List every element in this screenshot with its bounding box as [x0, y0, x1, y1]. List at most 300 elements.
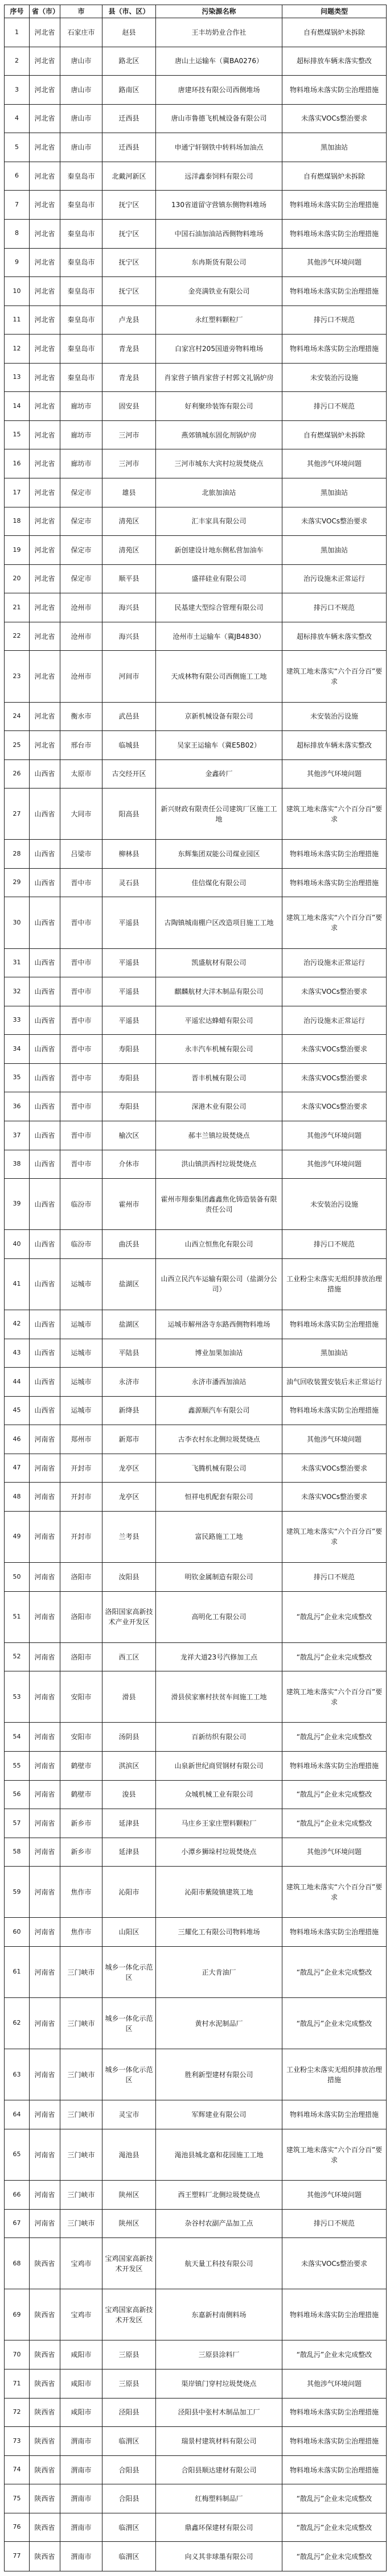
cell-county: 曲沃县	[102, 1230, 156, 1259]
cell-county: 平遥县	[102, 1006, 156, 1035]
cell-city: 临汾市	[60, 1179, 102, 1230]
cell-source: 古陶镇城南棚户区改造项目施工工地	[156, 897, 282, 948]
cell-city: 开封市	[60, 1511, 102, 1562]
cell-source: 渠岸镇门穿村垃圾焚烧点	[156, 2369, 282, 2399]
cell-province: 山西省	[30, 1368, 60, 1397]
cell-no: 70	[5, 2340, 30, 2369]
table-row	[5, 897, 387, 948]
cell-problem: 未落实VOCs整治要求	[282, 507, 387, 536]
cell-problem: 建筑工地未落实“六个百分百”要求	[282, 2129, 387, 2180]
cell-county: 抚宁区	[102, 219, 156, 248]
cell-no: 1	[5, 18, 30, 47]
cell-city: 三门峡市	[60, 2049, 102, 2100]
cell-no: 67	[5, 2209, 30, 2238]
cell-city: 三门峡市	[60, 2100, 102, 2129]
cell-city: 吕梁市	[60, 840, 102, 869]
cell-province: 河南省	[30, 1752, 60, 1781]
cell-source: 金亮满铁业有限公司	[156, 277, 282, 306]
cell-problem: 物料堆场未落实防尘治理措施	[282, 277, 387, 306]
table-row	[5, 219, 387, 248]
cell-problem: 工业粉尘未落实无组织排放治理措施	[282, 2049, 387, 2100]
cell-no: 51	[5, 1591, 30, 1642]
cell-province: 河北省	[30, 420, 60, 449]
cell-county: 清苑区	[102, 507, 156, 536]
cell-county: 城乡一体化示范区	[102, 1946, 156, 1997]
cell-city: 安阳市	[60, 1671, 102, 1723]
cell-source: 飞腾机械有限公司	[156, 1454, 282, 1483]
cell-city: 运城市	[60, 1368, 102, 1397]
table-row	[5, 248, 387, 277]
cell-problem: 建筑工地未落实“六个百分百”要求	[282, 1867, 387, 1918]
cell-problem: 自有燃煤锅炉未拆除	[282, 420, 387, 449]
cell-no: 30	[5, 897, 30, 948]
cell-source: 鼎鑫环保建材有限公司	[156, 2513, 282, 2542]
cell-city: 沧州市	[60, 593, 102, 622]
cell-no: 71	[5, 2369, 30, 2399]
cell-county: 平遥县	[102, 948, 156, 977]
header-row	[5, 5, 387, 18]
cell-source: 山泉新世纪商贸钢材有限公司	[156, 1752, 282, 1781]
cell-no: 77	[5, 2542, 30, 2571]
cell-problem: 未安装治污设施	[282, 702, 387, 731]
cell-source: 东嘉新村南侧料场	[156, 2289, 282, 2340]
cell-city: 宝鸡市	[60, 2289, 102, 2340]
cell-county: 阳高县	[102, 789, 156, 840]
cell-province: 河北省	[30, 104, 60, 133]
cell-province: 河北省	[30, 392, 60, 421]
cell-problem: 治污设施未正常运行	[282, 1006, 387, 1035]
cell-city: 鹤壁市	[60, 1752, 102, 1781]
cell-no: 75	[5, 2484, 30, 2513]
cell-no: 53	[5, 1671, 30, 1723]
cell-problem: 物料堆场未落实防尘治理措施	[282, 219, 387, 248]
cell-source: 平遥宏达蜂蜡有限公司	[156, 1006, 282, 1035]
cell-county: 合阳县	[102, 2484, 156, 2513]
cell-city: 运城市	[60, 1396, 102, 1425]
cell-source: 深港木业有限公司	[156, 1092, 282, 1121]
cell-source: 东辉集团双能公司煤业园区	[156, 840, 282, 869]
cell-county: 临渭区	[102, 2513, 156, 2542]
table-row	[5, 2427, 387, 2456]
table-row	[5, 1425, 387, 1454]
cell-problem: 治污设施未正常运行	[282, 564, 387, 593]
table-row	[5, 1121, 387, 1150]
cell-problem: 物料堆场未落实防尘治理措施	[282, 868, 387, 897]
cell-no: 22	[5, 622, 30, 651]
cell-county: 介休市	[102, 1150, 156, 1179]
cell-province: 河南省	[30, 2049, 60, 2100]
table-row	[5, 977, 387, 1006]
cell-no: 14	[5, 392, 30, 421]
table-row	[5, 277, 387, 306]
cell-province: 陕西省	[30, 2513, 60, 2542]
cell-source: 明钦金属制造有限公司	[156, 1563, 282, 1592]
header-no: 序号	[5, 5, 30, 18]
table-row	[5, 1258, 387, 1310]
cell-source: 霍州市翔泰集团鑫鑫焦化铸造装备有限责任公司	[156, 1179, 282, 1230]
cell-city: 唐山市	[60, 76, 102, 105]
cell-province: 山西省	[30, 1258, 60, 1310]
cell-county: 雄县	[102, 478, 156, 507]
cell-problem: 物料堆场未落实防尘治理措施	[282, 2398, 387, 2427]
cell-county: 平遥县	[102, 897, 156, 948]
cell-source: 唐建环技有限公司西侧堆场	[156, 76, 282, 105]
cell-province: 山西省	[30, 1310, 60, 1339]
cell-problem: 物料堆场未落实防尘治理措施	[282, 1310, 387, 1339]
table-row	[5, 104, 387, 133]
cell-county: 泾阳县	[102, 2398, 156, 2427]
header-province: 省（市）	[30, 5, 60, 18]
cell-city: 晋中市	[60, 1150, 102, 1179]
cell-source: 红梅塑料制品厂	[156, 2484, 282, 2513]
cell-source: 北旅加油站	[156, 478, 282, 507]
cell-source: 滑县侯家寨村扶贫车间施工工地	[156, 1671, 282, 1723]
cell-province: 陕西省	[30, 2238, 60, 2289]
cell-problem: “散乱污”企业未完成整改	[282, 2513, 387, 2542]
cell-city: 秦皇岛市	[60, 162, 102, 191]
cell-no: 10	[5, 277, 30, 306]
cell-no: 4	[5, 104, 30, 133]
cell-city: 三门峡市	[60, 2129, 102, 2180]
header-source: 污染源名称	[156, 5, 282, 18]
table-row	[5, 759, 387, 789]
cell-county: 三河市	[102, 420, 156, 449]
cell-problem: 排污口不规范	[282, 306, 387, 335]
cell-province: 河北省	[30, 731, 60, 760]
cell-city: 廊坊市	[60, 420, 102, 449]
cell-no: 43	[5, 1339, 30, 1368]
cell-city: 秦皇岛市	[60, 248, 102, 277]
cell-problem: 自有燃煤锅炉未拆除	[282, 162, 387, 191]
cell-source: 西王塑料厂北侧垃圾焚烧点	[156, 2181, 282, 2210]
cell-city: 太原市	[60, 759, 102, 789]
cell-city: 临汾市	[60, 1230, 102, 1259]
cell-problem: 排污口不规范	[282, 1230, 387, 1259]
cell-no: 36	[5, 1092, 30, 1121]
cell-problem: 建筑工地未落实“六个百分百”要求	[282, 1511, 387, 1562]
cell-county: 陕州区	[102, 2209, 156, 2238]
table-row	[5, 1642, 387, 1671]
cell-province: 河南省	[30, 1918, 60, 1947]
cell-city: 晋中市	[60, 1063, 102, 1092]
table-row	[5, 1591, 387, 1642]
cell-problem: 建筑工地未落实“六个百分百”要求	[282, 1671, 387, 1723]
cell-source: 吴家王运输车（冀E5B02）	[156, 731, 282, 760]
cell-county: 寿阳县	[102, 1063, 156, 1092]
cell-city: 晋中市	[60, 1121, 102, 1150]
table-row	[5, 2049, 387, 2100]
cell-city: 焦作市	[60, 1867, 102, 1918]
cell-county: 临渭区	[102, 2542, 156, 2571]
cell-province: 河南省	[30, 1780, 60, 1809]
cell-city: 沧州市	[60, 651, 102, 702]
cell-problem: “散乱污”企业未完成整改	[282, 1780, 387, 1809]
cell-problem: 未落实VOCs整治要求	[282, 1092, 387, 1121]
cell-province: 河北省	[30, 191, 60, 220]
cell-province: 河南省	[30, 1591, 60, 1642]
cell-province: 河北省	[30, 564, 60, 593]
cell-city: 秦皇岛市	[60, 335, 102, 364]
table-row	[5, 622, 387, 651]
cell-source: 泾阳县中张村木制品加工厂	[156, 2398, 282, 2427]
cell-county: 宝鸡国家高新技术开发区	[102, 2238, 156, 2289]
cell-province: 山西省	[30, 1063, 60, 1092]
table-row	[5, 1867, 387, 1918]
table-row	[5, 2238, 387, 2289]
table-row	[5, 335, 387, 364]
cell-province: 河南省	[30, 1425, 60, 1454]
cell-problem: 物料堆场未落实防尘治理措施	[282, 1918, 387, 1947]
table-row	[5, 2209, 387, 2238]
cell-county: 三原县	[102, 2369, 156, 2399]
cell-province: 河北省	[30, 651, 60, 702]
cell-province: 河南省	[30, 2100, 60, 2129]
table-row	[5, 1310, 387, 1339]
cell-problem: 油气回收装置安装后未正常运行	[282, 1368, 387, 1397]
cell-county: 城乡一体化示范区	[102, 1998, 156, 2049]
cell-source: 凯盛航材有限公司	[156, 948, 282, 977]
cell-problem: 超标排放车辆未落实整改	[282, 47, 387, 76]
cell-source: 王丰坊奶业合作社	[156, 18, 282, 47]
cell-source: 向义其非球墨有限公司	[156, 2542, 282, 2571]
cell-county: 迁西县	[102, 133, 156, 162]
cell-no: 65	[5, 2129, 30, 2180]
cell-source: 金鑫砖厂	[156, 759, 282, 789]
cell-no: 32	[5, 977, 30, 1006]
cell-county: 汤阴县	[102, 1723, 156, 1752]
cell-source: 麒麟航材大洋木制品有限公司	[156, 977, 282, 1006]
cell-province: 山西省	[30, 1339, 60, 1368]
cell-problem: 未落实VOCs整治要求	[282, 104, 387, 133]
cell-no: 62	[5, 1998, 30, 2049]
cell-no: 76	[5, 2513, 30, 2542]
cell-province: 河北省	[30, 593, 60, 622]
cell-problem: 黑加油站	[282, 133, 387, 162]
cell-no: 59	[5, 1867, 30, 1918]
cell-problem: 治污设施未正常运行	[282, 948, 387, 977]
cell-province: 陕西省	[30, 2340, 60, 2369]
cell-city: 秦皇岛市	[60, 363, 102, 392]
cell-source: 合阳县顺达建材有限公司	[156, 2455, 282, 2484]
cell-source: 胜利新型建材有限公司	[156, 2049, 282, 2100]
cell-no: 7	[5, 191, 30, 220]
cell-source: 新创建设计地东侧私营加油车	[156, 536, 282, 565]
cell-problem: 排污口不规范	[282, 1563, 387, 1592]
cell-city: 保定市	[60, 536, 102, 565]
cell-no: 39	[5, 1179, 30, 1230]
cell-province: 山西省	[30, 1121, 60, 1150]
cell-city: 渭南市	[60, 2484, 102, 2513]
cell-city: 洛阳市	[60, 1591, 102, 1642]
cell-source: 盛祥硅业有限公司	[156, 564, 282, 593]
cell-county: 河间市	[102, 651, 156, 702]
cell-county: 抚宁区	[102, 191, 156, 220]
cell-source: 新兴财政有限责任公司建筑厂区施工工地	[156, 789, 282, 840]
cell-no: 68	[5, 2238, 30, 2289]
cell-problem: 其他涉气环境问题	[282, 2369, 387, 2399]
table-row	[5, 306, 387, 335]
cell-county: 海兴县	[102, 622, 156, 651]
cell-source: 鑫源顺汽车有限公司	[156, 1396, 282, 1425]
cell-county: 寿阳县	[102, 1035, 156, 1064]
cell-no: 34	[5, 1035, 30, 1064]
cell-province: 河北省	[30, 76, 60, 105]
cell-no: 50	[5, 1563, 30, 1592]
cell-province: 河北省	[30, 277, 60, 306]
cell-source: 马庄乡王家庄塑料颗粒厂	[156, 1809, 282, 1838]
table-row	[5, 2340, 387, 2369]
cell-source: 汇丰家具有限公司	[156, 507, 282, 536]
cell-problem: 未安装治污设施	[282, 1179, 387, 1230]
cell-province: 河北省	[30, 478, 60, 507]
cell-no: 9	[5, 248, 30, 277]
cell-county: 延津县	[102, 1809, 156, 1838]
cell-city: 渭南市	[60, 2513, 102, 2542]
cell-province: 河北省	[30, 248, 60, 277]
cell-no: 49	[5, 1511, 30, 1562]
cell-no: 52	[5, 1642, 30, 1671]
cell-city: 秦皇岛市	[60, 277, 102, 306]
cell-problem: 其他涉气环境问题	[282, 1425, 387, 1454]
cell-source: 燕郊镇城东固化剂锅炉房	[156, 420, 282, 449]
cell-province: 河南省	[30, 2181, 60, 2210]
table-row	[5, 651, 387, 702]
cell-source: 永丰汽车机械有限公司	[156, 1035, 282, 1064]
cell-no: 33	[5, 1006, 30, 1035]
cell-city: 三门峡市	[60, 2181, 102, 2210]
cell-no: 69	[5, 2289, 30, 2340]
cell-source: 民基建大型综合管理有限公司	[156, 593, 282, 622]
cell-no: 54	[5, 1723, 30, 1752]
cell-city: 晋中市	[60, 1092, 102, 1121]
table-row	[5, 1723, 387, 1752]
cell-province: 山西省	[30, 897, 60, 948]
table-row	[5, 1179, 387, 1230]
cell-city: 安阳市	[60, 1723, 102, 1752]
cell-county: 寿阳县	[102, 1092, 156, 1121]
cell-no: 19	[5, 536, 30, 565]
cell-source: 杂谷村农副产品加工点	[156, 2209, 282, 2238]
cell-problem: 未落实VOCs整治要求	[282, 1454, 387, 1483]
cell-county: 平遥县	[102, 977, 156, 1006]
cell-source: 渑池县城北嘉和花园施工工地	[156, 2129, 282, 2180]
cell-source: 永济市潘西加油站	[156, 1368, 282, 1397]
table-row	[5, 789, 387, 840]
cell-county: 霍州市	[102, 1179, 156, 1230]
cell-problem: “散乱污”企业未完成整改	[282, 2340, 387, 2369]
table-row	[5, 868, 387, 897]
cell-no: 2	[5, 47, 30, 76]
cell-problem: 排污口不规范	[282, 593, 387, 622]
table-row	[5, 1998, 387, 2049]
cell-province: 河南省	[30, 1723, 60, 1752]
cell-province: 河北省	[30, 133, 60, 162]
cell-no: 29	[5, 868, 30, 897]
cell-province: 河南省	[30, 1671, 60, 1723]
table-row	[5, 478, 387, 507]
table-row	[5, 162, 387, 191]
cell-no: 35	[5, 1063, 30, 1092]
cell-problem: “散乱污”企业未完成整改	[282, 2484, 387, 2513]
cell-city: 廊坊市	[60, 449, 102, 478]
cell-city: 渭南市	[60, 2427, 102, 2456]
cell-county: 宝鸡国家高新技术开发区	[102, 2289, 156, 2340]
cell-city: 晋中市	[60, 977, 102, 1006]
cell-problem: “散乱污”企业未完成整改	[282, 1642, 387, 1671]
cell-problem: 物料堆场未落实防尘治理措施	[282, 335, 387, 364]
cell-source: 洪山镇洪西村垃圾焚烧点	[156, 1150, 282, 1179]
cell-province: 河南省	[30, 1483, 60, 1512]
cell-problem: “散乱污”企业未完成整改	[282, 1998, 387, 2049]
table-row	[5, 1918, 387, 1947]
table-row	[5, 702, 387, 731]
header-city: 市	[60, 5, 102, 18]
cell-no: 24	[5, 702, 30, 731]
cell-city: 运城市	[60, 1258, 102, 1310]
cell-province: 河南省	[30, 1454, 60, 1483]
cell-source: 军辉建业有限公司	[156, 2100, 282, 2129]
cell-no: 44	[5, 1368, 30, 1397]
cell-problem: 物料堆场未落实防尘治理措施	[282, 1752, 387, 1781]
cell-city: 咸阳市	[60, 2369, 102, 2399]
table-row	[5, 1563, 387, 1592]
cell-province: 陕西省	[30, 2369, 60, 2399]
cell-source: 龙祥大道23号汽修加工点	[156, 1642, 282, 1671]
cell-county: 固安县	[102, 392, 156, 421]
table-row	[5, 593, 387, 622]
cell-province: 河北省	[30, 363, 60, 392]
cell-no: 6	[5, 162, 30, 191]
cell-problem: “散乱污”企业未完成整改	[282, 2542, 387, 2571]
cell-city: 新乡市	[60, 1809, 102, 1838]
cell-problem: 未落实VOCs整治要求	[282, 1035, 387, 1064]
cell-no: 63	[5, 2049, 30, 2100]
cell-no: 42	[5, 1310, 30, 1339]
cell-source: 晋丰机械有限公司	[156, 1063, 282, 1092]
cell-city: 焦作市	[60, 1918, 102, 1947]
cell-no: 26	[5, 759, 30, 789]
cell-problem: 未落实VOCs整治要求	[282, 977, 387, 1006]
table-row	[5, 1368, 387, 1397]
cell-city: 廊坊市	[60, 392, 102, 421]
cell-province: 山西省	[30, 1092, 60, 1121]
cell-source: 山西立恒焦化有限公司	[156, 1230, 282, 1259]
cell-city: 开封市	[60, 1454, 102, 1483]
table-row	[5, 1035, 387, 1064]
table-row	[5, 564, 387, 593]
table-row	[5, 1946, 387, 1997]
cell-problem: 未安装治污设施	[282, 363, 387, 392]
cell-source: 沁阳市紫陵镇建筑工地	[156, 1867, 282, 1918]
cell-province: 山西省	[30, 840, 60, 869]
cell-county: 武邑县	[102, 702, 156, 731]
header-county: 县（市、区）	[102, 5, 156, 18]
cell-source: 天成林物有限公司西侧施工工地	[156, 651, 282, 702]
cell-source: 唐山市鲁德飞机械设备有限公司	[156, 104, 282, 133]
cell-source: 三原县涂料厂	[156, 2340, 282, 2369]
cell-problem: 超标排放车辆未落实整改	[282, 731, 387, 760]
cell-no: 57	[5, 1809, 30, 1838]
cell-source: 京新机械设备有限公司	[156, 702, 282, 731]
cell-province: 河南省	[30, 2209, 60, 2238]
cell-province: 山西省	[30, 977, 60, 1006]
cell-province: 河南省	[30, 1838, 60, 1867]
cell-city: 运城市	[60, 1310, 102, 1339]
cell-city: 保定市	[60, 507, 102, 536]
cell-problem: 黑加油站	[282, 536, 387, 565]
cell-province: 河北省	[30, 18, 60, 47]
cell-no: 45	[5, 1396, 30, 1425]
